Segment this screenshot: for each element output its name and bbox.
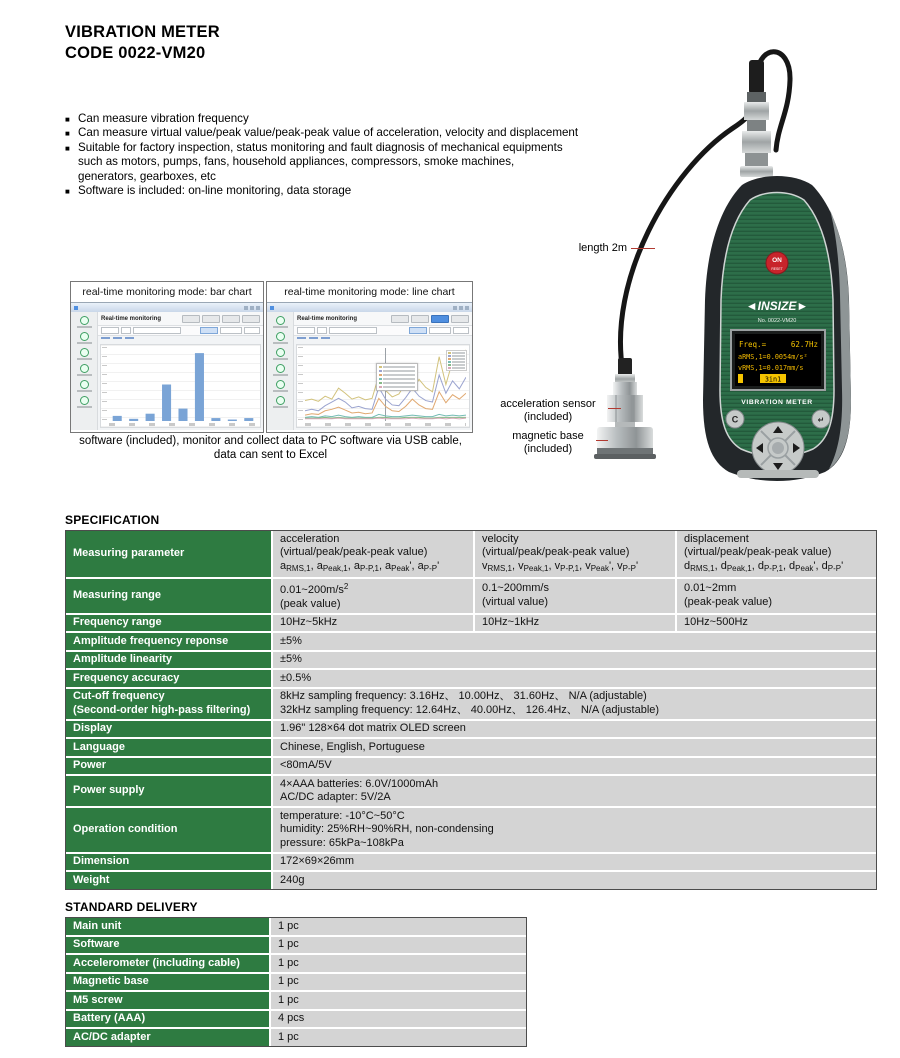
- window-titlebar[interactable]: [267, 303, 472, 312]
- specification-heading: SPECIFICATION: [65, 513, 160, 527]
- window-toolbar-button[interactable]: [451, 315, 469, 323]
- sidebar-tool-icon[interactable]: [77, 332, 92, 344]
- spec-cell: 10Hz~1kHz: [474, 614, 676, 633]
- spec-row: [65, 578, 877, 614]
- feature-item: ■ Can measure vibration frequency: [65, 112, 605, 126]
- maximize-icon[interactable]: [459, 306, 463, 310]
- display-freq-label: Freq.=: [739, 340, 767, 349]
- reset-label: RESET: [771, 267, 783, 271]
- window-toolbar: [98, 326, 263, 336]
- annotation-line: [596, 440, 608, 441]
- toolbar-field[interactable]: [220, 327, 242, 334]
- window-toolbar-button[interactable]: [182, 315, 200, 323]
- display-mode-badge: 3in1: [764, 375, 782, 384]
- spec-row-label: Frequency accuracy: [65, 669, 272, 688]
- spec-row: [65, 530, 877, 578]
- power-button[interactable]: [766, 252, 788, 274]
- window-toolbar-button[interactable]: [202, 315, 220, 323]
- spec-row: [65, 807, 877, 853]
- figure-line-chart: [266, 281, 473, 433]
- spec-row-label: Amplitude linearity: [65, 651, 272, 670]
- spec-row: [65, 669, 877, 688]
- window-title: Real-time monitoring: [101, 315, 162, 322]
- spec-cell: ±5%: [272, 651, 877, 670]
- delivery-row: [65, 1028, 527, 1047]
- delivery-qty: 4 pcs: [270, 1010, 527, 1029]
- sidebar-tool-icon[interactable]: [273, 364, 288, 376]
- sidebar-tool-icon[interactable]: [273, 380, 288, 392]
- legend-entry: [448, 355, 465, 357]
- spec-cell: Chinese, English, Portuguese: [272, 738, 877, 757]
- spec-row: [65, 632, 877, 651]
- legend-entry: [448, 367, 465, 369]
- chart-tabs[interactable]: [98, 336, 263, 343]
- feature-item: ■ Suitable for factory inspection, status monitoring and fault diagnosis of mechanical equipments such as motors, pumps, fans, household appliances, compressors, smoke machines, generators, gearboxes, etc: [65, 140, 563, 183]
- window-toolbar: [294, 326, 472, 336]
- chart-tooltip: [376, 363, 418, 391]
- delivery-row: [65, 917, 527, 936]
- minimize-icon[interactable]: [453, 306, 457, 310]
- delivery-row: [65, 1010, 527, 1029]
- sidebar-tool-icon[interactable]: [273, 348, 288, 360]
- feature-item: ■ Can measure virtual value/peak value/peak-peak value of acceleration, velocity and displacement: [65, 126, 605, 140]
- toolbar-field[interactable]: [429, 327, 451, 334]
- window-titlebar[interactable]: [71, 303, 263, 312]
- spec-cell: <80mA/5V: [272, 757, 877, 776]
- delivery-item: Magnetic base: [65, 973, 270, 992]
- spec-row: [65, 853, 877, 872]
- software-sidebar[interactable]: [71, 312, 98, 430]
- enter-button-label: ↵: [817, 415, 825, 425]
- delivery-row: [65, 954, 527, 973]
- annotation-line: [608, 408, 621, 409]
- vibration-meter-photo: [585, 20, 885, 482]
- toolbar-field[interactable]: [453, 327, 469, 334]
- minimize-icon[interactable]: [244, 306, 248, 310]
- software-window-bar: [71, 302, 263, 430]
- clear-button[interactable]: [726, 410, 744, 428]
- spec-row: [65, 614, 877, 633]
- feature-item: ■ Software is included: on-line monitoring, data storage: [65, 184, 605, 198]
- annotation-line: [631, 248, 655, 249]
- delivery-item: AC/DC adapter: [65, 1028, 270, 1047]
- bar: [162, 385, 171, 422]
- display-freq-value: 62.7Hz: [790, 340, 818, 349]
- spec-row: [65, 757, 877, 776]
- delivery-item: Main unit: [65, 917, 270, 936]
- standard-delivery-table: [65, 917, 527, 1047]
- page-title: [65, 22, 220, 64]
- spec-row: [65, 688, 877, 720]
- spec-row: [65, 720, 877, 739]
- figure-note: software (included), monitor and collect data to PC software via USB cable, data can sent to Excel: [79, 435, 462, 461]
- bar: [244, 418, 253, 421]
- delivery-item: Accelerometer (including cable): [65, 954, 270, 973]
- spec-cell: $0.01\sim 200m/s^2$ (peak value): [272, 578, 474, 614]
- directional-pad[interactable]: [752, 422, 804, 474]
- spec-row-label: Power: [65, 757, 272, 776]
- spec-cell: 10Hz~5kHz: [272, 614, 474, 633]
- delivery-item: Battery (AAA): [65, 1010, 270, 1029]
- oled-display: [731, 330, 825, 390]
- specification-table: [65, 530, 877, 890]
- close-icon[interactable]: [256, 306, 260, 310]
- bullet-icon: ■: [65, 115, 70, 124]
- spec-row-label: Weight: [65, 871, 272, 890]
- window-controls[interactable]: [244, 306, 260, 310]
- annotation-cable-length: length 2m: [578, 242, 627, 254]
- bar-chart: [109, 348, 257, 421]
- legend-entry: [448, 352, 465, 354]
- bottom-bezel: [737, 470, 819, 478]
- chart-legend: [446, 350, 467, 371]
- spec-cell: acceleration (virtual/peak/peak-peak value) $a_{RMS,1}$, $a_{Peak,1}$, $a_{P-P,1}$, $a_{Peak}'$, $a_{P-P}'$: [272, 530, 474, 578]
- spec-row-label: Power supply: [65, 775, 272, 807]
- brand-logo: ◄INSIZE►: [745, 299, 809, 313]
- panel-label: VIBRATION METER: [741, 399, 813, 406]
- sidebar-tool-icon[interactable]: [77, 316, 92, 328]
- spec-cell: 240g: [272, 871, 877, 890]
- delivery-qty: 1 pc: [270, 954, 527, 973]
- sidebar-tool-icon[interactable]: [77, 364, 92, 376]
- window-title: Real-time monitoring: [297, 315, 358, 322]
- chart-tabs[interactable]: [294, 336, 472, 343]
- toolbar-field[interactable]: [329, 327, 377, 334]
- close-icon[interactable]: [465, 306, 469, 310]
- spec-cell: 0.1~200mm/s (virtual value): [474, 578, 676, 614]
- legend-entry: [448, 361, 465, 363]
- display-acceleration-value: aRMS,1=0.0054m/s²: [738, 353, 808, 361]
- legend-entry: [448, 358, 465, 360]
- sidebar-tool-icon[interactable]: [273, 396, 288, 408]
- spec-cell: ±0.5%: [272, 669, 877, 688]
- bullet-icon: ■: [65, 143, 70, 153]
- sidebar-tool-icon[interactable]: [77, 396, 92, 408]
- bar: [228, 420, 237, 421]
- annotation-magnetic-base: magnetic base (included): [512, 430, 584, 455]
- spec-cell: 1.96" 128×64 dot matrix OLED screen: [272, 720, 877, 739]
- clear-button-label: C: [731, 414, 739, 425]
- spec-cell: velocity (virtual/peak/peak-peak value) $v_{RMS,1}$, $v_{Peak,1}$, $v_{P-P,1}$, $v_{Peak}'$, $v_{P-P}'$: [474, 530, 676, 578]
- spec-row-label: Amplitude frequency reponse: [65, 632, 272, 651]
- standard-delivery-heading: STANDARD DELIVERY: [65, 900, 198, 914]
- sidebar-tool-icon[interactable]: [77, 380, 92, 392]
- spec-cell: 172×69×26mm: [272, 853, 877, 872]
- specification-section: [65, 513, 877, 890]
- bar: [129, 419, 138, 421]
- bullet-icon: ■: [65, 187, 70, 197]
- toolbar-field[interactable]: [101, 327, 119, 334]
- product-name: VIBRATION METER: [65, 23, 220, 41]
- bar: [195, 353, 204, 421]
- sidebar-tool-icon[interactable]: [273, 316, 288, 328]
- figure-caption: real-time monitoring mode: bar chart: [82, 286, 252, 298]
- window-toolbar-button[interactable]: [391, 315, 409, 323]
- delivery-qty: 1 pc: [270, 917, 527, 936]
- spec-cell: temperature: -10°C~50°C humidity: 25%RH~90%RH, non-condensing pressure: 65kPa~108kPa: [272, 807, 877, 853]
- delivery-qty: 1 pc: [270, 936, 527, 955]
- annotation-acceleration-sensor: acceleration sensor (included): [500, 398, 596, 423]
- spec-cell: ±5%: [272, 632, 877, 651]
- delivery-qty: 1 pc: [270, 1028, 527, 1047]
- software-sidebar[interactable]: [267, 312, 294, 430]
- spec-row-label: Language: [65, 738, 272, 757]
- legend-entry: [448, 364, 465, 366]
- display-velocity-value: vRMS,1=0.017mm/s: [738, 364, 804, 372]
- spec-row: [65, 871, 877, 890]
- spec-cell: 4×AAA batteries: 6.0V/1000mAh AC/DC adapter: 5V/2A: [272, 775, 877, 807]
- spec-row-label: Measuring parameter: [65, 530, 272, 578]
- spec-cell: 10Hz~500Hz: [676, 614, 877, 633]
- sidebar-tool-icon[interactable]: [273, 332, 288, 344]
- y-axis-ticks: [102, 347, 107, 421]
- y-axis-ticks: [298, 347, 303, 421]
- sidebar-tool-icon[interactable]: [77, 348, 92, 360]
- bar: [211, 418, 220, 421]
- delivery-row: [65, 991, 527, 1010]
- window-toolbar-button[interactable]: [242, 315, 260, 323]
- toolbar-field[interactable]: [121, 327, 131, 334]
- standard-delivery-section: [65, 900, 527, 1047]
- spec-row-label: Measuring range: [65, 578, 272, 614]
- product-code: CODE 0022-VM20: [65, 44, 206, 62]
- spec-cell: 0.01~2mm (peak-peak value): [676, 578, 877, 614]
- top-connector: [740, 60, 773, 177]
- window-toolbar-button[interactable]: [222, 315, 240, 323]
- spec-cell: displacement (virtual/peak/peak-peak value) $d_{RMS,1}$, $d_{Peak,1}$, $d_{P-P,1}$, $d_{Peak}'$, $d_{P-P}'$: [676, 530, 877, 578]
- window-header: [98, 312, 263, 326]
- spec-cell: 8kHz sampling frequency: 3.16Hz、 10.00Hz、 31.60Hz、 N/A (adjustable) 32kHz sampling frequency: 12.64Hz、 40.00Hz、 126.4Hz、 N/A (adjustable): [272, 688, 877, 720]
- spec-row: [65, 651, 877, 670]
- delivery-qty: 1 pc: [270, 991, 527, 1010]
- bullet-icon: ■: [65, 129, 70, 139]
- figure-bar-chart: [70, 281, 264, 433]
- window-toolbar-button[interactable]: [411, 315, 429, 323]
- toolbar-field[interactable]: [133, 327, 181, 334]
- bar-chart-plot: [100, 344, 261, 428]
- toolbar-field[interactable]: [317, 327, 327, 334]
- line-chart-plot: [296, 344, 470, 428]
- window-header: [294, 312, 472, 326]
- power-button-label: ON: [772, 257, 782, 264]
- bar: [146, 414, 155, 421]
- spec-row-label: Operation condition: [65, 807, 272, 853]
- spec-row-label: Cut-off frequency (Second-order high-pass filtering): [65, 688, 272, 720]
- bar: [113, 416, 122, 421]
- software-window-line: [267, 302, 472, 430]
- delivery-item: M5 screw: [65, 991, 270, 1010]
- figure-caption: real-time monitoring mode: line chart: [284, 286, 455, 298]
- app-icon: [270, 306, 274, 310]
- model-number: No. 0022-VM20: [757, 318, 797, 324]
- device-figure: [490, 20, 885, 482]
- toolbar-field-selected[interactable]: [409, 327, 427, 334]
- toolbar-field[interactable]: [297, 327, 315, 334]
- spec-row-label: Display: [65, 720, 272, 739]
- spec-row: [65, 775, 877, 807]
- spec-row-label: Frequency range: [65, 614, 272, 633]
- toolbar-field[interactable]: [244, 327, 260, 334]
- delivery-qty: 1 pc: [270, 973, 527, 992]
- acceleration-sensor: [607, 358, 643, 427]
- x-axis-ticks: [305, 423, 466, 426]
- x-axis-ticks: [109, 423, 257, 426]
- toolbar-field-selected[interactable]: [200, 327, 218, 334]
- spec-row: [65, 738, 877, 757]
- delivery-row: [65, 973, 527, 992]
- window-controls[interactable]: [453, 306, 469, 310]
- delivery-row: [65, 936, 527, 955]
- app-icon: [74, 306, 78, 310]
- bar: [178, 409, 187, 421]
- window-toolbar-button-active[interactable]: [431, 315, 449, 323]
- delivery-item: Software: [65, 936, 270, 955]
- enter-button[interactable]: [812, 410, 830, 428]
- spec-row-label: Dimension: [65, 853, 272, 872]
- maximize-icon[interactable]: [250, 306, 254, 310]
